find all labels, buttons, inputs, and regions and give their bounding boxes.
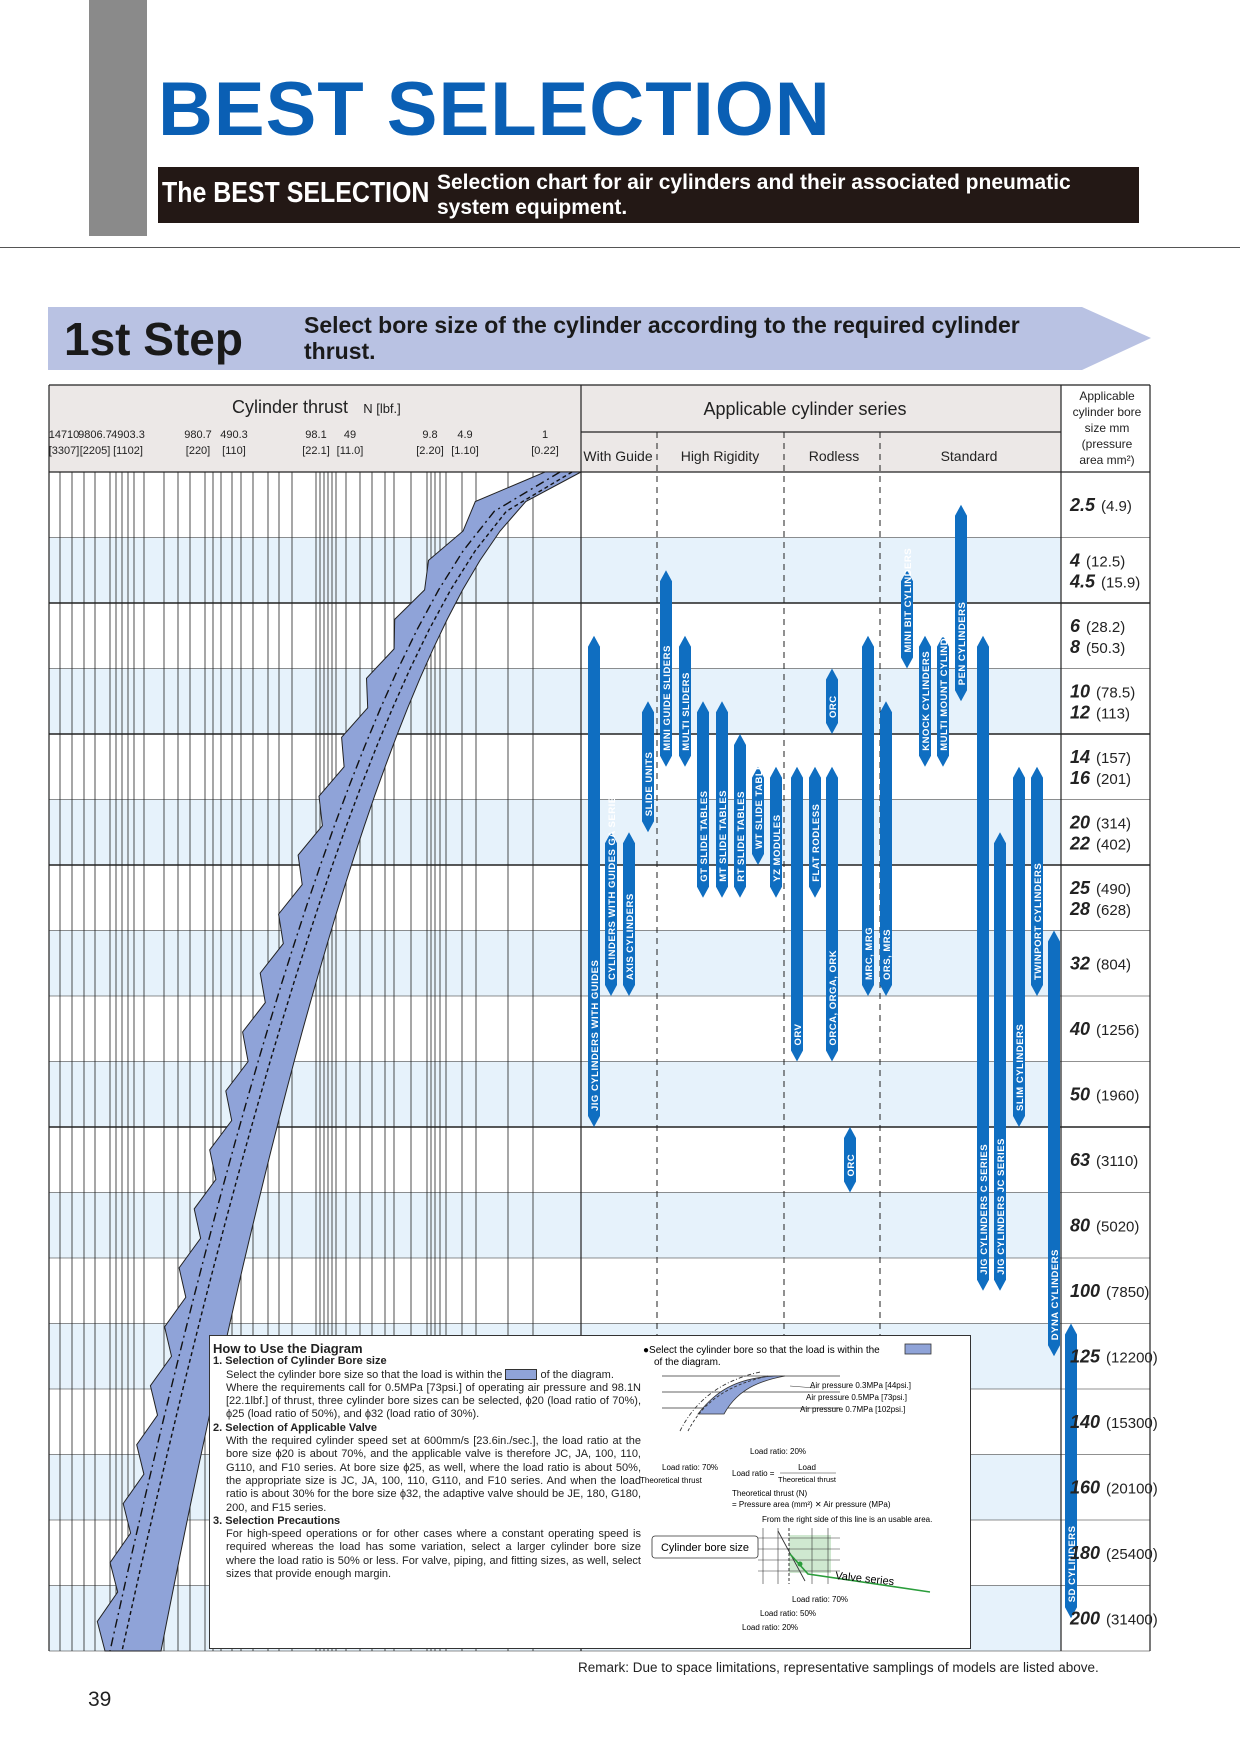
diagram-lr-eq: Load ratio = <box>732 1469 775 1478</box>
bore-size: 125 (12200) <box>1070 1346 1158 1367</box>
diagram-lr70: Load ratio: 70% <box>662 1463 719 1472</box>
thrust-unit: N [lbf.] <box>363 401 401 416</box>
thrust-tick: 490.3 <box>220 429 248 441</box>
bore-size: 180 (25400) <box>1070 1542 1158 1563</box>
thrust-tick: 980.7 <box>184 429 212 441</box>
bore-size: 160 (20100) <box>1070 1477 1158 1498</box>
diagram-note-swatch <box>905 1344 931 1354</box>
bore-size: 80 (5020) <box>1070 1215 1140 1236</box>
howto-step1-text-a: Select the cylinder bore size so that the load is within the <box>226 1368 503 1381</box>
thrust-tick: 49 <box>343 429 357 441</box>
howto-title: How to Use the Diagram <box>213 1341 363 1356</box>
bore-size: 20 (314) <box>1070 812 1132 833</box>
bore-header-line: size mm <box>1084 421 1130 435</box>
row-tint <box>49 1062 1061 1128</box>
series-label: ORCA, ORGA, ORK <box>828 949 839 1046</box>
bore-size: 8 (50.3) <box>1070 636 1126 657</box>
diagram-valve-label: Valve series <box>834 1570 895 1589</box>
series-label: MINI GUIDE SLIDERS <box>662 645 673 751</box>
bore-size: 4 (12.5) <box>1070 550 1126 571</box>
series-label: RT SLIDE TABLES <box>736 791 747 882</box>
series-label: PEN CYLINDERS <box>957 601 968 686</box>
bore-size: 140 (15300) <box>1070 1411 1158 1432</box>
diagram-p2: Air pressure 0.5MPa [73psi.] <box>806 1393 907 1402</box>
diagram-load: Load <box>798 1463 816 1472</box>
howto-step3-text: For high-speed operations or for other cases where a constant operating speed is required whereas the load has some variation, select a larger cylinder bore size where the load ratio is 50% or less. For valve, piping, and fitting sizes, as well, select sizes that provide enough margin. <box>226 1528 641 1581</box>
diagram-theoretical-n: Theoretical thrust (N) <box>732 1489 808 1498</box>
bore-size: 14 (157) <box>1070 746 1132 767</box>
thrust-tick: 14710 <box>48 429 80 441</box>
bore-size: 2.5 (4.9) <box>1070 494 1132 515</box>
band-description: Selection chart for air cylinders and their associated pneumatic system equipment. <box>437 171 1071 219</box>
diagram-theoretical: Theoretical thrust <box>640 1476 702 1485</box>
series-label: MRC, MRG <box>864 926 875 980</box>
band-legend-swatch <box>505 1369 537 1380</box>
bore-size: 10 (78.5) <box>1070 681 1136 702</box>
series-label: MULTI MOUNT CYLINDERS <box>939 616 950 751</box>
diagram-p3: Air pressure 0.7MPa [102psi.] <box>800 1405 906 1414</box>
category-label: Standard <box>940 448 998 464</box>
howto-step3-heading: 3. Selection Precautions <box>213 1514 341 1527</box>
howto-step2-text: With the required cylinder speed set at 600mm/s [23.6in./sec.], the load ratio at the bore size ϕ20 is about 70%, and the applicable valve is therefore JC, JA, 100, 110, G110, and F10 series. At bore size ϕ25, as well, where the load ratio is about 50%, the appropriate size is JC, JA, 100, 110, G110, and F10 series. And when the load ratio is about 30% for the bore size ϕ32, the adaptive valve should be JE, 180, G180, 200, and F15 series. <box>226 1435 641 1514</box>
diagram-b50: Load ratio: 50% <box>760 1609 817 1618</box>
bore-size: 28 (628) <box>1070 898 1132 919</box>
diagram-point <box>798 1562 803 1567</box>
series-label: MT SLIDE TABLES <box>718 789 729 882</box>
page-number: 39 <box>88 1688 112 1711</box>
series-label: SLIM CYLINDERS <box>1015 1023 1026 1111</box>
series-label: DYNA CYLINDERS <box>1050 1249 1061 1341</box>
thrust-tick-lbf: [1.10] <box>451 445 479 457</box>
series-label: FLAT RODLESS <box>811 803 822 882</box>
series-bar <box>791 767 803 1062</box>
series-label: JIG CYLINDERS WITH GUIDES <box>590 959 601 1111</box>
bore-header-line: cylinder bore <box>1072 405 1142 419</box>
diagram-lr20: Load ratio: 20% <box>750 1447 807 1456</box>
series-label: WT SLIDE TABLES <box>754 756 765 849</box>
bore-header-line: (pressure <box>1081 437 1133 451</box>
bore-size: 12 (113) <box>1070 702 1130 723</box>
bore-header-line: area mm²) <box>1079 453 1135 467</box>
bore-size: 25 (490) <box>1070 877 1132 898</box>
thrust-tick-lbf: [22.1] <box>302 445 330 457</box>
bore-size: 6 (28.2) <box>1070 615 1126 636</box>
thrust-tick: 9806.7 <box>78 429 112 441</box>
series-label: KNOCK CYLINDERS <box>921 650 932 751</box>
page-title: BEST SELECTION <box>158 67 831 152</box>
row-tint <box>49 931 1061 997</box>
diagram-theoretical-2: Theoretical thrust <box>778 1475 836 1484</box>
bore-size: 50 (1960) <box>1070 1084 1140 1105</box>
diagram-formula: = Pressure area (mm²) ✕ Air pressure (MPa) <box>732 1500 891 1509</box>
bore-size: 32 (804) <box>1070 953 1132 974</box>
bore-size: 22 (402) <box>1070 833 1132 854</box>
thrust-tick: 4903.3 <box>111 429 145 441</box>
howto-step1-text-b: of the diagram. <box>540 1368 614 1381</box>
thrust-tick-lbf: [110] <box>222 445 246 457</box>
thrust-tick: 4.9 <box>457 429 473 441</box>
diagram-usable: From the right side of this line is an usable area. <box>762 1515 933 1524</box>
series-label: JIG CYLINDERS JC SERIES <box>996 1138 1007 1275</box>
howto-step2-heading: 2. Selection of Applicable Valve <box>213 1421 378 1434</box>
series-label: TWINPORT CYLINDERS <box>1033 862 1044 980</box>
thrust-tick-lbf: [1102] <box>113 445 143 457</box>
thrust-tick-lbf: [220] <box>185 445 211 457</box>
diagram-b20: Load ratio: 20% <box>742 1623 799 1632</box>
thrust-tick: 1 <box>541 429 549 441</box>
series-label: SD CYLINDERS <box>1067 1525 1078 1603</box>
bore-size: 16 (201) <box>1070 767 1132 788</box>
thrust-tick-lbf: [0.22] <box>531 445 559 457</box>
thrust-tick-lbf: [3307] <box>48 445 80 457</box>
series-label: SLIDE UNITS <box>644 751 655 817</box>
series-label: ORC <box>846 1153 857 1177</box>
howto-step1-heading: 1. Selection of Cylinder Bore size <box>213 1355 387 1368</box>
diagram-note-a: ●Select the cylinder bore so that the load is within the <box>643 1345 880 1356</box>
bore-size: 100 (7850) <box>1070 1280 1150 1301</box>
series-label: MULTI SLIDERS <box>681 672 692 751</box>
diagram-note-b: of the diagram. <box>654 1357 721 1368</box>
thrust-tick-lbf: [11.0] <box>336 445 364 457</box>
category-label: With Guide <box>583 448 653 464</box>
thrust-tick: 9.8 <box>422 429 438 441</box>
series-label: MINI BIT CYLINDERS <box>903 547 914 653</box>
band-label: The BEST SELECTION <box>162 177 430 209</box>
thrust-title: Cylinder thrust <box>231 397 349 417</box>
series-label: CYLINDERS WITH GUIDES GA SERIES <box>607 789 618 980</box>
step-text: Select bore size of the cylinder according to the required cylinder thrust. <box>304 312 1020 364</box>
series-label: AXIS CYLINDERS <box>625 893 636 980</box>
bore-size: 40 (1256) <box>1070 1018 1140 1039</box>
thrust-tick-lbf: [2205] <box>79 445 111 457</box>
thrust-tick-lbf: [2.20] <box>416 445 444 457</box>
bore-size: 63 (3110) <box>1070 1149 1139 1170</box>
category-label: Rodless <box>808 448 860 464</box>
series-label: JIG CYLINDERS C SERIES <box>979 1143 990 1275</box>
diagram-b70: Load ratio: 70% <box>792 1595 849 1604</box>
example-diagram <box>640 1336 970 1648</box>
row-tint <box>49 669 1061 735</box>
category-label: High Rigidity <box>680 448 760 464</box>
bore-size: 4.5 (15.9) <box>1070 571 1141 592</box>
row-tint <box>49 800 1061 866</box>
diagram-usable-area <box>789 1535 831 1573</box>
remark-text: Remark: Due to space limitations, representative samplings of models are listed above. <box>578 1660 1099 1675</box>
thrust-tick: 98.1 <box>305 429 327 441</box>
series-title: Applicable cylinder series <box>703 399 907 419</box>
how-to-panel <box>209 1335 971 1649</box>
bore-header-line: Applicable <box>1079 389 1135 403</box>
diagram-bore-label: Cylinder bore size <box>660 1542 750 1554</box>
series-label: YZ MODULES <box>772 814 783 882</box>
series-label: ORC <box>828 695 839 718</box>
diagram-p1: Air pressure 0.3MPa [44psi.] <box>810 1381 911 1390</box>
bore-size: 200 (31400) <box>1070 1608 1158 1629</box>
step-number: 1st Step <box>64 313 243 365</box>
series-label: ORS, MRS <box>882 929 893 980</box>
series-label: ORV <box>793 1023 804 1046</box>
series-label: GT SLIDE TABLES <box>699 790 710 882</box>
howto-step1-text-c: Where the requirements call for 0.5MPa [73psi.] of operating air pressure and 98.1N [22.1lbf.] of thrust, three cylinder bore sizes can be selected, ϕ20 (load ratio of 70%), ϕ25 (load ratio of 50%), and ϕ32 (load ratio of 30%). <box>226 1381 641 1421</box>
